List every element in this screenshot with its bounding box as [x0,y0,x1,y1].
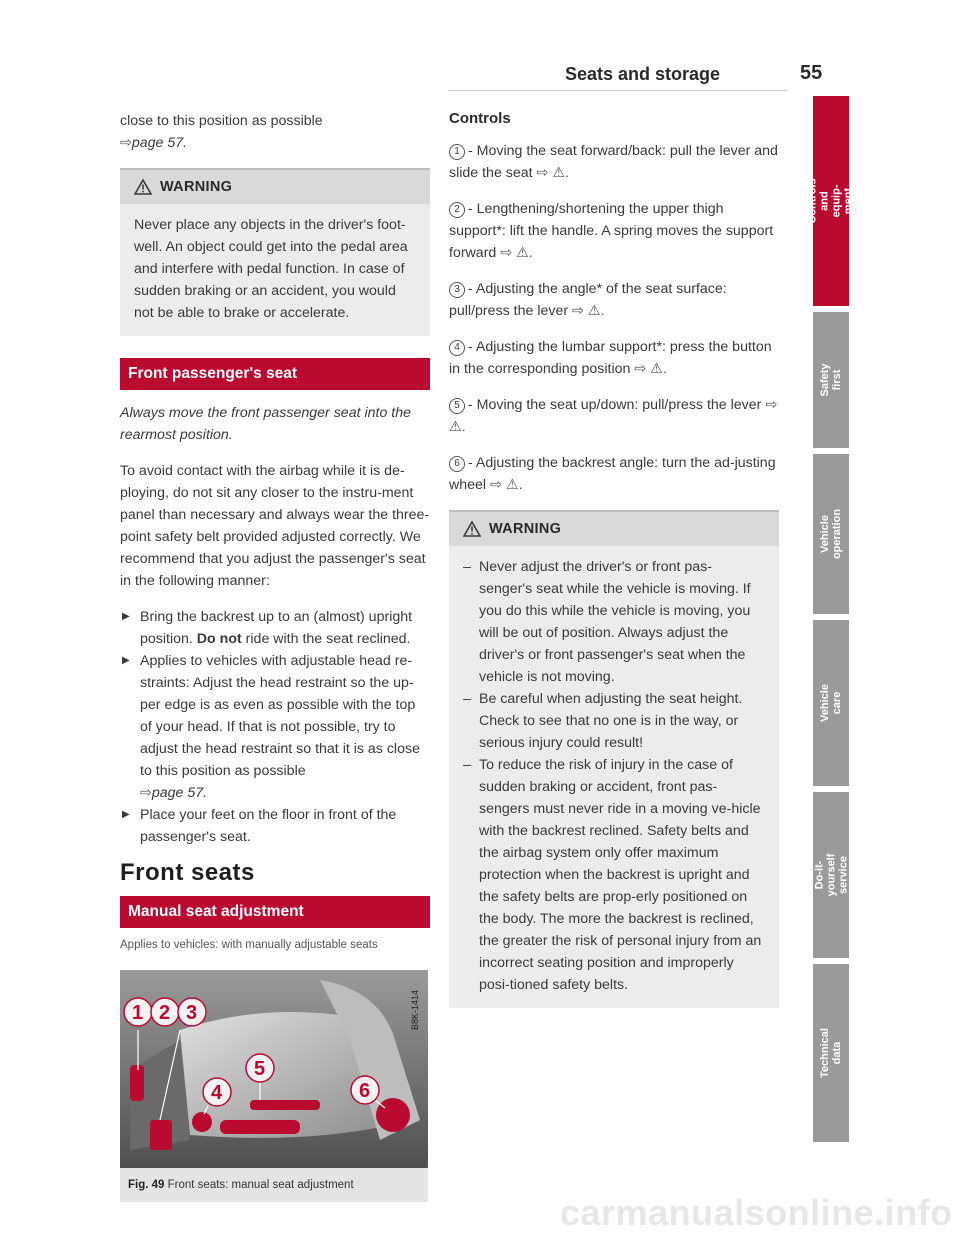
warning-header [120,170,430,204]
warning-item: – To reduce the risk of injury in the case of sudden braking or accident, front pas-sengers must never ride in a moving ve-hicle with the backrest reclined. Safety belts and the airbag system only offer maximum protection when the backrest is upright and the safety belts are prop-erly positioned on the body. The more the backrest is reclined, the greater the risk of personal injury from an incorrect seating position and improperly posi-tioned safety belts. [463,757,762,993]
watermark: carmanualsonline.info [560,1192,953,1233]
warning-ref-icon[interactable]: ⇨ ⚠. [630,361,667,377]
body-paragraph: To avoid contact with the airbag while it is de-ploying, do not sit any closer to the instru-ment panel than necessary and always wear the three-point safety belt provided adjusted correctly. We recommend that you adjust the passenger's seat in the following manner: [120,463,430,589]
list-item: ▶ Applies to vehicles with adjustable head re-straints: Adjust the head restraint so the up-per edge is as even as possible with the top of your head. If that is not possible, try to adjust the head restraint so that it is as close to this position as possible ⇨page 57. [122,653,420,801]
fig-num-2: 2 [159,1002,171,1024]
controls-heading: Controls [449,110,511,127]
chapter-tab[interactable]: Vehicle operation [813,454,849,614]
fig-num-6: 6 [359,1080,371,1102]
list-item: ▶ Place your feet on the floor in front of the passenger's seat. [122,807,397,845]
page-ref-link[interactable]: page 57. [151,785,208,801]
continued-text: close to this position as possible ⇨page 57. [120,113,323,151]
control-item: 1 - Moving the seat forward/back: pull the lever and slide the seat ⇨ ⚠. [449,143,778,181]
control-item: 5 - Moving the seat up/down: pull/press the lever ⇨ ⚠. [449,397,778,435]
instruction-list [120,606,430,848]
circled-number: 3 [449,282,465,298]
section-title: Seats and storage [565,64,721,84]
fig-num-1: 1 [132,1002,144,1024]
control-item: 3 - Adjusting the angle* of the seat surface: pull/press the lever ⇨ ⚠. [449,281,727,319]
figure-code: B8K-1414 [410,989,420,1030]
circled-number: 4 [449,340,465,356]
warning-item: – Never adjust the driver's or front pas-senger's seat while the vehicle is moving. If you do this while the vehicle is moving, you will be out of position. Always adjust the driver's or front passenger's seat when the vehicle is not moving. [463,559,751,685]
controls-list [449,140,779,496]
warning-ref-icon[interactable]: ⇨ ⚠. [532,165,570,181]
fig-num-5: 5 [254,1058,266,1080]
warning-ref-icon[interactable]: ⇨ ⚠. [496,245,533,261]
applies-note: Applies to vehicles: with manually adjustable seats [120,939,378,951]
warning-ref-icon[interactable]: ⇨ ⚠. [568,303,605,319]
warning-header [449,512,779,546]
chapter-tab[interactable]: Controls and equip-ment [813,96,849,306]
fig-num-3: 3 [186,1002,198,1024]
control-item: 2 - Lengthening/shortening the upper thigh support*: lift the handle. A spring moves the support forward ⇨ ⚠. [449,201,774,261]
control-item: 4 - Adjusting the lumbar support*: press the button in the corresponding position ⇨ ⚠. [449,339,772,377]
warning-label: WARNING [160,179,233,195]
page-number: 55 [800,62,823,84]
circled-number: 5 [449,398,465,414]
warning-triangle-icon [134,179,152,195]
circled-number: 6 [449,456,465,472]
warning-box [120,168,430,336]
chapter-tab[interactable]: Vehicle care [813,620,849,786]
header-rule [448,90,788,91]
warning-ref-icon[interactable]: ⇨ ⚠. [449,397,778,435]
figure-caption: Fig. 49 Front seats: manual seat adjustment [120,1168,428,1202]
page-ref-link[interactable]: page 57. [131,135,188,151]
seat-figure [120,970,428,1168]
intro-text: Always move the front passenger seat into the rearmost position. [120,405,412,443]
chapter-tab[interactable]: Do-it-yourself service [813,792,849,958]
circled-number: 1 [449,144,465,160]
manual-seat-heading: Manual seat adjustment [120,896,430,928]
warning-list [463,556,765,996]
chapter-tab[interactable]: Safety first [813,312,849,448]
control-item: 6 - Adjusting the backrest angle: turn the ad-justing wheel ⇨ ⚠. [449,455,776,493]
chapter-tab[interactable]: Technical data [813,964,849,1142]
warning-label: WARNING [489,521,562,537]
warning-item: – Be careful when adjusting the seat height. Check to see that no one is in the way, or serious injury could result! [463,691,743,751]
warning-ref-icon[interactable]: ⇨ ⚠. [486,477,523,493]
warning-text: Never place any objects in the driver's foot-well. An object could get into the pedal area and interfere with pedal function. In case of sudden braking or an accident, you would not be able to brake or accelerate. [134,217,408,321]
seat-illustration [120,970,428,1168]
circled-number: 2 [449,202,465,218]
front-passenger-heading: Front passenger's seat [120,358,430,390]
list-item: ▶ Bring the backrest up to an (almost) upright position. Do not ride with the seat reclined. [122,609,413,647]
right-column [449,108,779,1008]
left-column [120,110,430,1202]
fig-num-4: 4 [211,1082,223,1104]
warning-box [449,510,779,1008]
front-seats-heading: Front seats [120,859,255,886]
warning-triangle-icon [463,521,481,537]
